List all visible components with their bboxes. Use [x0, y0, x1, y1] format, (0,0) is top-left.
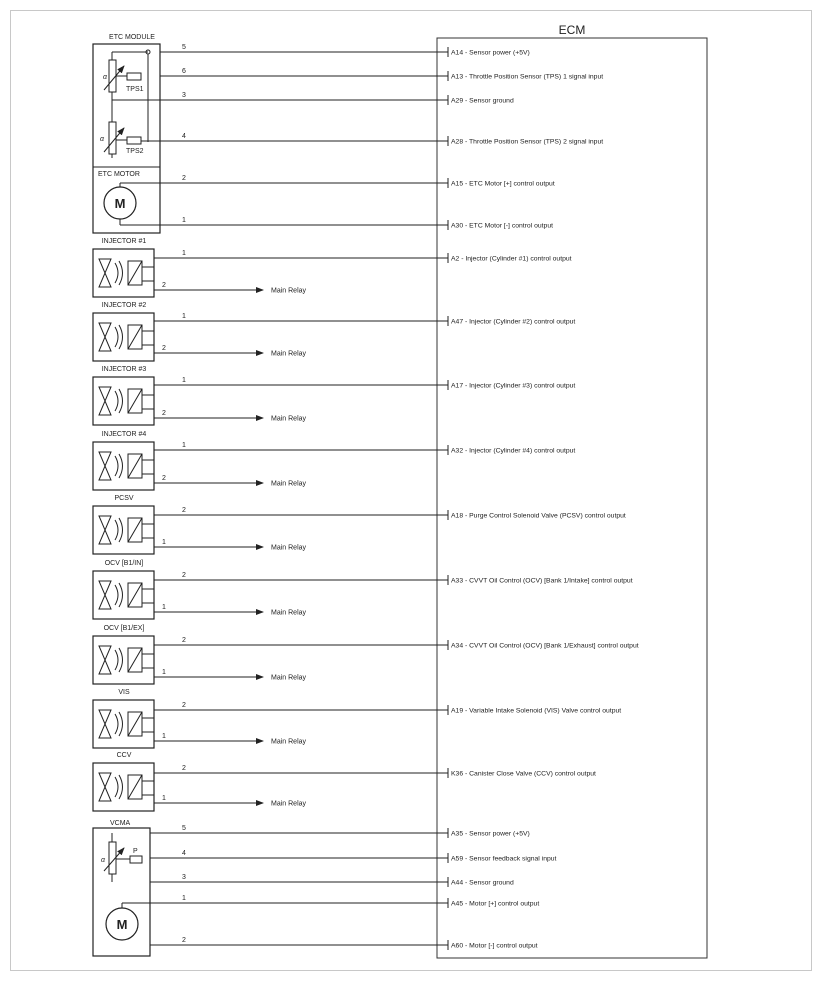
- terminal-separator: -: [463, 49, 470, 57]
- pin-number: 2: [162, 410, 166, 417]
- ecm-wire-A2: [154, 250, 572, 263]
- pin-number: 2: [182, 507, 186, 514]
- ecm-wire-K36: [154, 765, 596, 778]
- terminal-description: Motor [+] control output: [469, 900, 540, 908]
- solenoid-label: CCV: [116, 752, 132, 759]
- terminal-description: Injector (Cylinder #3) control output: [469, 382, 576, 390]
- terminal-separator: -: [463, 73, 470, 81]
- ecm-wire-A33: [154, 572, 633, 585]
- terminal-description: Variable Intake Solenoid (VIS) Valve control output: [469, 707, 622, 715]
- ecm-wire-A19: [154, 702, 621, 715]
- svg-text:α: α: [100, 136, 104, 143]
- terminal-id: A33: [451, 577, 464, 585]
- pin-number: 1: [182, 313, 186, 320]
- terminal-separator: -: [463, 855, 470, 863]
- main-relay-wire-2: [154, 345, 307, 358]
- terminal-separator: -: [459, 255, 466, 263]
- ecm-terminal-label: [451, 256, 572, 263]
- terminal-description: CVVT Oil Control (OCV) [Bank 1/Exhaust] control output: [469, 642, 639, 650]
- terminal-separator: -: [463, 222, 470, 230]
- pin-number: 2: [182, 937, 186, 944]
- ecm-wire-A15: [160, 175, 555, 188]
- terminal-separator: -: [463, 707, 470, 715]
- pin-number: 1: [182, 250, 186, 257]
- terminal-description: Throttle Position Sensor (TPS) 2 signal input: [469, 138, 604, 146]
- terminal-separator: -: [463, 318, 470, 326]
- pin-number: 1: [162, 539, 166, 546]
- terminal-id: A30: [451, 222, 464, 230]
- etc-module: [93, 34, 160, 233]
- terminal-separator: -: [463, 577, 470, 585]
- vcma-sensor-label: P: [133, 848, 138, 855]
- terminal-separator: -: [463, 900, 470, 908]
- solenoid-module-8: [93, 689, 154, 748]
- terminal-separator: -: [463, 770, 470, 778]
- ecm-terminal-label: [451, 50, 530, 57]
- terminal-description: Injector (Cylinder #2) control output: [469, 318, 576, 326]
- terminal-separator: -: [463, 512, 470, 520]
- ecm-wire-A14: [160, 44, 530, 57]
- solenoid-module-9: [93, 752, 154, 811]
- solenoid-valve-icon: [99, 452, 154, 480]
- ecm-wire-A60: [150, 937, 538, 950]
- terminal-separator: -: [463, 642, 470, 650]
- terminal-id: A29: [451, 97, 464, 105]
- main-relay-label: Main Relay: [271, 415, 307, 423]
- terminal-id: A17: [451, 382, 464, 390]
- solenoid-valve-icon: [99, 516, 154, 544]
- terminal-id: A15: [451, 180, 464, 188]
- terminal-id: A2: [451, 255, 460, 263]
- ecm-terminal-label: [451, 319, 575, 326]
- ecm-wire-A44: [150, 874, 514, 887]
- terminal-id: A44: [451, 879, 464, 887]
- terminal-id: A18: [451, 512, 464, 520]
- terminal-id: A59: [451, 855, 464, 863]
- pin-number: 2: [182, 702, 186, 709]
- ecm-terminal-label: [451, 223, 553, 230]
- ecm-terminal-label: [451, 578, 633, 585]
- solenoid-label: PCSV: [114, 495, 134, 502]
- pin-number: 2: [182, 765, 186, 772]
- svg-text:M: M: [116, 917, 128, 932]
- pin-number: 5: [182, 44, 186, 51]
- ecm-wire-A29: [160, 92, 514, 105]
- terminal-separator: -: [463, 879, 470, 887]
- ecm-wire-A32: [154, 442, 575, 455]
- main-relay-label: Main Relay: [271, 480, 307, 488]
- solenoid-valve-icon: [99, 581, 154, 609]
- solenoid-module-6: [93, 560, 154, 619]
- solenoid-label: OCV [B1/EX]: [103, 625, 145, 632]
- terminal-description: Sensor power (+5V): [469, 49, 530, 57]
- pin-number: 2: [182, 637, 186, 644]
- main-relay-label: Main Relay: [271, 544, 307, 552]
- terminal-description: ETC Motor [-] control output: [469, 222, 553, 230]
- terminal-description: Throttle Position Sensor (TPS) 1 signal input: [469, 73, 604, 81]
- solenoid-label: VIS: [118, 689, 130, 696]
- terminal-description: Injector (Cylinder #4) control output: [469, 447, 576, 455]
- terminal-separator: -: [463, 830, 470, 838]
- svg-text:α: α: [101, 857, 105, 864]
- pin-number: 1: [182, 895, 186, 902]
- terminal-description: ETC Motor [+] control output: [469, 180, 555, 188]
- terminal-separator: -: [463, 138, 470, 146]
- main-relay-label: Main Relay: [271, 674, 307, 682]
- solenoid-label: INJECTOR #3: [101, 366, 147, 373]
- solenoid-label: OCV [B1/IN]: [104, 560, 144, 567]
- ecm-terminal-label: [451, 856, 557, 863]
- ecm-terminal-label: [451, 181, 555, 188]
- terminal-separator: -: [463, 180, 470, 188]
- terminal-id: A14: [451, 49, 464, 57]
- vcma-module: [93, 820, 150, 956]
- pin-number: 4: [182, 850, 186, 857]
- terminal-separator: -: [463, 942, 470, 950]
- ecm-terminal-label: [451, 643, 639, 650]
- svg-text:M: M: [114, 196, 126, 211]
- solenoid-valve-icon: [99, 323, 154, 351]
- ecm-terminal-label: [451, 383, 575, 390]
- solenoid-valve-icon: [99, 646, 154, 674]
- terminal-description: Canister Close Valve (CCV) control output: [469, 770, 596, 778]
- terminal-id: A45: [451, 900, 464, 908]
- pin-number: 2: [182, 572, 186, 579]
- terminal-id: A35: [451, 830, 464, 838]
- ecm-terminal-label: [451, 708, 621, 715]
- main-relay-wire-7: [154, 669, 307, 682]
- pin-number: 6: [182, 68, 186, 75]
- main-relay-wire-4: [154, 475, 307, 488]
- solenoid-module-7: [93, 625, 154, 684]
- ecm-wire-A45: [150, 895, 539, 908]
- terminal-description: CVVT Oil Control (OCV) [Bank 1/Intake] control output: [469, 577, 633, 585]
- pin-number: 4: [182, 133, 186, 140]
- etc-motor-icon: [104, 183, 160, 225]
- ecm-wire-A18: [154, 507, 626, 520]
- ecm-wire-A17: [154, 377, 575, 390]
- solenoid-label: INJECTOR #4: [101, 431, 147, 438]
- solenoid-valve-icon: [99, 773, 154, 801]
- main-relay-wire-3: [154, 410, 307, 423]
- main-relay-label: Main Relay: [271, 800, 307, 808]
- vcma-motor-icon: [106, 903, 150, 940]
- terminal-separator: -: [463, 97, 470, 105]
- solenoid-module-3: [93, 366, 154, 425]
- ecm-terminal-label: [451, 880, 514, 887]
- terminal-id: A19: [451, 707, 464, 715]
- ecm-wire-A13: [160, 68, 603, 81]
- tps1-label: TPS1: [126, 86, 144, 93]
- terminal-id: A47: [451, 318, 464, 326]
- terminal-id: A34: [451, 642, 464, 650]
- main-relay-label: Main Relay: [271, 738, 307, 746]
- pin-number: 3: [182, 874, 186, 881]
- ecm-terminal-label: [451, 513, 626, 520]
- ecm-terminal-label: [451, 771, 596, 778]
- ecm-wire-A59: [150, 850, 557, 863]
- vcma-position-sensor-icon: [101, 833, 142, 882]
- etc-module-label: ETC MODULE: [109, 34, 155, 41]
- pin-number: 2: [182, 175, 186, 182]
- pin-number: 2: [162, 475, 166, 482]
- tps1-sensor-icon: [103, 50, 160, 142]
- pin-number: 1: [182, 442, 186, 449]
- terminal-id: A28: [451, 138, 464, 146]
- main-relay-label: Main Relay: [271, 609, 307, 617]
- vcma-label: VCMA: [110, 820, 131, 827]
- ecm-terminal-label: [451, 943, 538, 950]
- pin-number: 2: [162, 282, 166, 289]
- pin-number: 1: [182, 217, 186, 224]
- terminal-description: Sensor ground: [469, 97, 514, 105]
- ecm-terminal-label: [451, 448, 575, 455]
- ecm-box: [437, 38, 707, 958]
- ecm-wire-A34: [154, 637, 639, 650]
- terminal-description: Purge Control Solenoid Valve (PCSV) control output: [469, 512, 626, 520]
- pin-number: 1: [162, 604, 166, 611]
- ecm-terminal-label: [451, 74, 603, 81]
- terminal-id: A32: [451, 447, 464, 455]
- ecm-wire-A28: [160, 133, 603, 146]
- solenoid-label: INJECTOR #1: [101, 238, 147, 245]
- pin-number: 3: [182, 92, 186, 99]
- pin-number: 1: [162, 669, 166, 676]
- terminal-description: Motor [-] control output: [469, 942, 538, 950]
- terminal-description: Sensor feedback signal input: [469, 855, 557, 863]
- main-relay-wire-9: [154, 795, 307, 808]
- ecm-terminal-label: [451, 831, 530, 838]
- ecm-terminal-label: [451, 98, 514, 105]
- solenoid-module-1: [93, 238, 154, 297]
- ecm-title: ECM: [558, 23, 586, 37]
- pin-number: 2: [162, 345, 166, 352]
- terminal-separator: -: [463, 382, 470, 390]
- pin-number: 1: [182, 377, 186, 384]
- main-relay-wire-1: [154, 282, 307, 295]
- pin-number: 1: [162, 795, 166, 802]
- solenoid-module-5: [93, 495, 154, 554]
- main-relay-wire-6: [154, 604, 307, 617]
- svg-text:α: α: [103, 74, 107, 81]
- terminal-description: Sensor power (+5V): [469, 830, 530, 838]
- terminal-id: A60: [451, 942, 464, 950]
- pin-number: 1: [162, 733, 166, 740]
- main-relay-label: Main Relay: [271, 287, 307, 295]
- terminal-description: Sensor ground: [469, 879, 514, 887]
- solenoid-valve-icon: [99, 387, 154, 415]
- main-relay-wire-8: [154, 733, 307, 746]
- ecm-terminal-label: [451, 901, 539, 908]
- ecm-terminal-label: [451, 139, 603, 146]
- main-relay-label: Main Relay: [271, 350, 307, 358]
- solenoid-valve-icon: [99, 710, 154, 738]
- tps2-label: TPS2: [126, 148, 144, 155]
- pin-number: 5: [182, 825, 186, 832]
- solenoid-label: INJECTOR #2: [101, 302, 147, 309]
- ecm-wire-A47: [154, 313, 575, 326]
- solenoid-module-2: [93, 302, 154, 361]
- ecm-wire-A35: [150, 825, 530, 838]
- terminal-id: K36: [451, 770, 464, 778]
- terminal-description: Injector (Cylinder #1) control output: [465, 255, 572, 263]
- solenoid-valve-icon: [99, 259, 154, 287]
- etc-motor-label: ETC MOTOR: [98, 171, 140, 178]
- main-relay-wire-5: [154, 539, 307, 552]
- solenoid-module-4: [93, 431, 154, 490]
- terminal-id: A13: [451, 73, 464, 81]
- ecm-wire-A30: [160, 217, 553, 230]
- terminal-separator: -: [463, 447, 470, 455]
